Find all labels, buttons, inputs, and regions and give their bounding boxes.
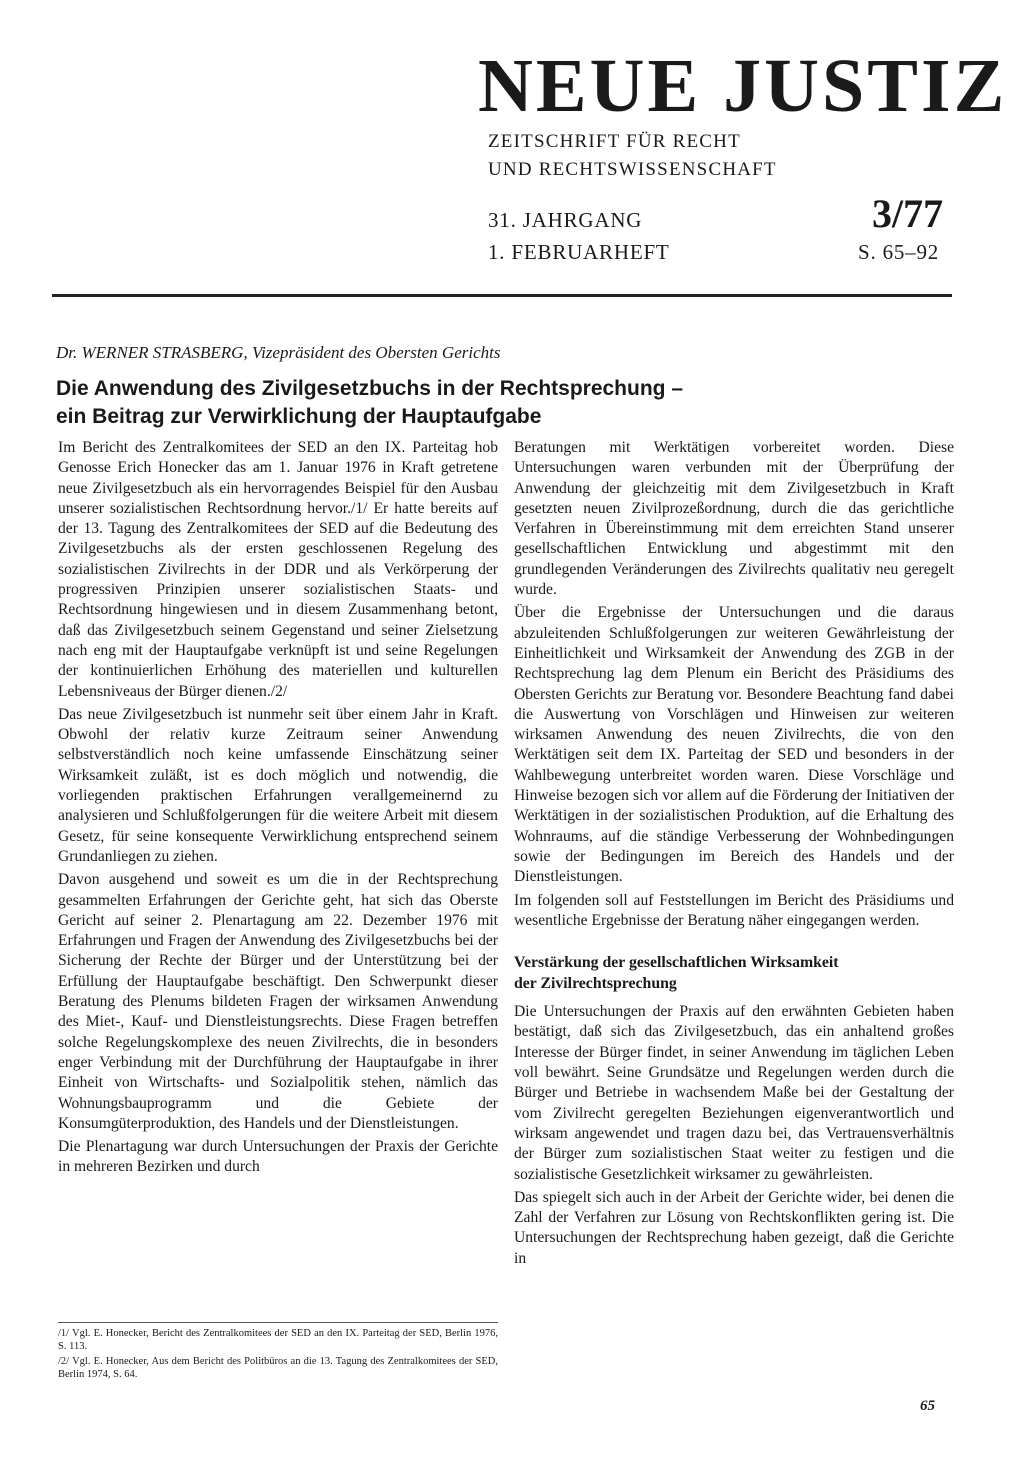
article-title-line1: Die Anwendung des Zivilgesetzbuchs in der Rechtsprechung –: [56, 377, 683, 400]
paragraph: Über die Ergebnisse der Untersuchungen und die daraus abzuleitenden Schlußfolgerungen zur weiteren Gewährleistung der Einheitlichkeit und Wirksamkeit der Anwendung des ZGB in der Rechtsprechung lag dem Plenum ein Bericht des Präsidiums des Obersten Gerichts zur Beratung vor. Besondere Beachtung fand dabei die Auswertung von Vorschlägen und Hinweisen zur weiteren wirksamen Anwendung des neuen Zivilrechts, die von den Werktätigen seit dem IX. Parteitag der SED und besonders in der Wahlbewegung unterbreitet worden waren. Diese Vorschläge und Hinweise bezogen sich vor allem auf die Förderung der Initiativen der Werktätigen in der sozialistischen Produktion, auf die Erhaltung des Wohnraums, auf die ständige Verbesserung der Wohnbedingungen sowie der Bedingungen im Bereich des Handels und der Dienstleistungen.: [514, 604, 954, 886]
right-column: [514, 438, 954, 1272]
paragraph: Beratungen mit Werktätigen vorbereitet worden. Diese Untersuchungen waren verbunden mit der Überprüfung der Anwendung der gleichzeitig mit dem Zivilgesetzbuch in Kraft gesetzten neuen Zivilprozeßordnung, durch die das gerichtliche Verfahren in Übereinstimmung mit dem erreichten Stand unserer gesellschaftlichen Entwicklung und abgestimmt mit den grundlegenden Veränderungen des Zivilrechts qualitativ neu geregelt wurde.: [514, 439, 954, 599]
page-range: S. 65–92: [858, 240, 940, 264]
footnote: /2/ Vgl. E. Honecker, Aus dem Bericht des Politbüros an die 13. Tagung des Zentralkomitees der SED, Berlin 1974, S. 64.: [58, 1356, 498, 1380]
paragraph: Die Untersuchungen der Praxis auf den erwähnten Gebieten haben bestätigt, daß sich das Zivilgesetzbuch, das ein anhaltend großes Interesse der Bürger findet, in seiner Anwendung im täglichen Leben voll bewährt. Seine Grundsätze und Regelungen werden durch die Bürger und Betriebe in wachsendem Maße bei der Gestaltung der vom Zivilrecht geregelten Beziehungen eigenverantwortlich und wirksam angewendet und tragen dazu bei, das Vertrauensverhältnis der Bürger zum sozialistischen Staat weiter zu festigen und die sozialistische Gesetzlichkeit wirksamer zu gewährleisten.: [514, 1003, 954, 1183]
journal-subtitle-line1: ZEITSCHRIFT FÜR RECHT: [488, 131, 741, 152]
article-author: Dr. WERNER STRASBERG, Vizepräsident des Obersten Gerichts: [56, 343, 501, 362]
paragraph: Das spiegelt sich auch in der Arbeit der Gerichte wider, bei denen die Zahl der Verfahren zur Lösung von Rechtskonflikten gering ist. Die Untersuchungen der Rechtsprechung haben gezeigt, daß die Gerichte in: [514, 1188, 954, 1267]
page-number: 65: [920, 1398, 935, 1414]
footnotes: [58, 1322, 498, 1383]
paragraph: Im Bericht des Zentralkomitees der SED an den IX. Parteitag hob Genosse Erich Honecker das am 1. Januar 1976 in Kraft getretene neue Zivilgesetzbuch als ein hervorragendes Beispiel für den Ausbau unserer sozialistischen Rechtsordnung hervor./1/ Er hatte bereits auf der 13. Tagung des Zentralkomitees der SED auf die Bedeutung des Zivilgesetzbuchs als der ersten geschlossenen Regelung des sozialistischen Zivilrechts in der DDR und als Verkörperung der progressiven Prinzipien unserer sozialistischen Staats- und Rechtsordnung hingewiesen und in diesem Zusammenhang betont, daß das Zivilgesetzbuch seinem Gegenstand und seiner Zielsetzung nach eng mit der Hauptaufgabe verknüpft ist und seine Regelungen der kontinuierlichen Erhöhung des materiellen und kulturellen Lebensniveaus der Bürger dienen./2/: [58, 439, 498, 700]
paragraph: Davon ausgehend und soweit es um die in der Rechtsprechung gesammelten Erfahrungen der Gerichte geht, hat sich das Oberste Gericht auf seiner 2. Plenartagung am 22. Dezember 1976 mit Erfahrungen und Fragen der Anwendung des Zivilgesetzbuchs bei der Sicherung der Rechte der Bürger und der Unterstützung bei der Erfüllung der Hauptaufgabe beschäftigt. Den Schwerpunkt dieser Beratung des Plenums bildeten Fragen der wirksamen Anwendung des Miet-, Kauf- und Dienstleistungsrechts. Diese Fragen betreffen solche Regelungskomplexe des neuen Zivilrechts, die in besonders enger Verbindung mit der Durchführung der Hauptaufgabe in ihrer Einheit von Wirtschafts- und Sozialpolitik stehen, nämlich das Wohnungsbauprogramm und die Gebiete der Konsumgüterproduktion, des Handels und der Dienstleistungen.: [58, 871, 498, 1132]
issue-label: 1. FEBRUARHEFT: [488, 240, 670, 264]
section-heading: [514, 952, 954, 994]
paragraph: Das neue Zivilgesetzbuch ist nunmehr seit über einem Jahr in Kraft. Obwohl der relativ kurze Zeitraum seiner Anwendung selbstverständlich noch keine umfassende Einschätzung seiner Wirksamkeit zuläßt, ist es doch möglich und notwendig, die vorliegenden praktischen Erfahrungen verallgemeinernd zu analysieren und Schlußfolgerungen für die weitere Arbeit mit diesem Gesetz, für seine konsequente Verwirklichung entsprechend seinem Grundanliegen zu ziehen.: [58, 705, 498, 865]
journal-title: NEUE JUSTIZ: [478, 44, 1008, 128]
section-heading-line1: Verstärkung der gesellschaftlichen Wirksamkeit: [514, 954, 839, 972]
left-column: [58, 438, 498, 1181]
paragraph: Die Plenartagung war durch Untersuchungen der Praxis der Gerichte in mehreren Bezirken und durch: [58, 1138, 498, 1176]
article-title-line2: ein Beitrag zur Verwirklichung der Hauptaufgabe: [56, 405, 542, 428]
paragraph: Im folgenden soll auf Feststellungen im Bericht des Präsidiums und wesentliche Ergebnisse der Beratung näher eingegangen werden.: [514, 891, 954, 929]
masthead-divider: [52, 294, 952, 297]
journal-subtitle-line2: UND RECHTSWISSENSCHAFT: [488, 159, 777, 180]
volume-label: 31. JAHRGANG: [488, 208, 643, 232]
issue-number: 3/77: [872, 191, 944, 236]
section-heading-line2: der Zivilrechtsprechung: [514, 975, 677, 993]
footnote: /1/ Vgl. E. Honecker, Bericht des Zentralkomitees der SED an den IX. Parteitag der SED, Berlin 1976, S. 113.: [58, 1328, 498, 1352]
